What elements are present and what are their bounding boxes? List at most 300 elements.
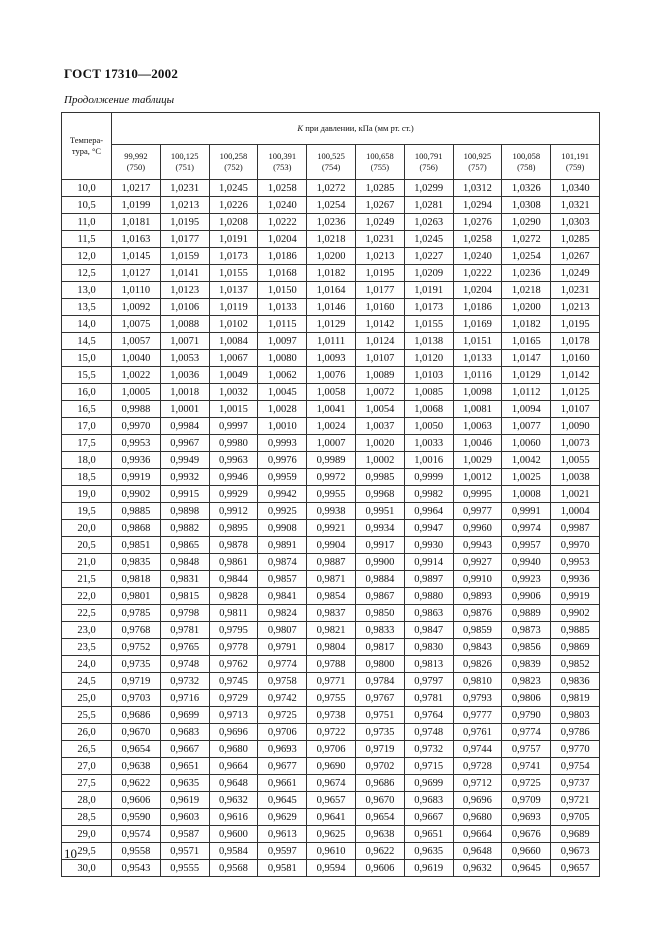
- k-value-cell: 1,0245: [404, 231, 453, 248]
- k-value-cell: 1,0012: [453, 469, 502, 486]
- k-value-cell: 0,9670: [112, 724, 161, 741]
- k-value-cell: 1,0119: [209, 299, 258, 316]
- k-value-cell: 0,9851: [112, 537, 161, 554]
- k-value-cell: 0,9906: [502, 588, 551, 605]
- table-row: [62, 452, 600, 469]
- temperature-cell: 18,0: [62, 452, 112, 469]
- k-value-cell: 0,9817: [355, 639, 404, 656]
- k-value-cell: 0,9977: [453, 503, 502, 520]
- k-value-cell: 0,9970: [551, 537, 600, 554]
- table-row: [62, 401, 600, 418]
- k-value-cell: 0,9835: [112, 554, 161, 571]
- k-value-cell: 1,0038: [551, 469, 600, 486]
- k-value-cell: 0,9755: [307, 690, 356, 707]
- k-value-cell: 1,0063: [453, 418, 502, 435]
- k-value-cell: 0,9861: [209, 554, 258, 571]
- k-value-cell: 0,9752: [112, 639, 161, 656]
- k-value-cell: 1,0151: [453, 333, 502, 350]
- k-value-cell: 1,0016: [404, 452, 453, 469]
- k-value-cell: 0,9764: [404, 707, 453, 724]
- k-value-cell: 1,0204: [453, 282, 502, 299]
- k-value-cell: 0,9568: [209, 860, 258, 877]
- k-value-cell: 0,9897: [404, 571, 453, 588]
- k-value-cell: 0,9619: [160, 792, 209, 809]
- k-value-cell: 0,9797: [404, 673, 453, 690]
- k-value-cell: 1,0111: [307, 333, 356, 350]
- k-value-cell: 0,9574: [112, 826, 161, 843]
- table-row: [62, 690, 600, 707]
- k-value-cell: 1,0272: [307, 180, 356, 197]
- pressure-mmhg: (750): [126, 162, 146, 172]
- k-value-cell: 0,9632: [453, 860, 502, 877]
- temperature-cell: 15,5: [62, 367, 112, 384]
- k-value-cell: 1,0106: [160, 299, 209, 316]
- k-value-cell: 0,9793: [453, 690, 502, 707]
- k-value-cell: 0,9645: [258, 792, 307, 809]
- temperature-cell: 26,5: [62, 741, 112, 758]
- k-value-cell: 1,0025: [502, 469, 551, 486]
- k-value-cell: 1,0001: [160, 401, 209, 418]
- correction-factor-table: [61, 112, 600, 877]
- table-row: [62, 469, 600, 486]
- k-value-cell: 0,9824: [258, 605, 307, 622]
- k-value-cell: 0,9661: [258, 775, 307, 792]
- header-row-pressures: [62, 145, 600, 180]
- k-value-cell: 0,9984: [160, 418, 209, 435]
- k-value-cell: 0,9762: [209, 656, 258, 673]
- k-value-cell: 0,9869: [551, 639, 600, 656]
- k-value-cell: 0,9795: [209, 622, 258, 639]
- k-value-cell: 0,9581: [258, 860, 307, 877]
- k-value-cell: 0,9878: [209, 537, 258, 554]
- k-value-cell: 0,9770: [551, 741, 600, 758]
- k-value-cell: 0,9728: [453, 758, 502, 775]
- k-value-cell: 0,9699: [404, 775, 453, 792]
- temperature-cell: 24,5: [62, 673, 112, 690]
- temperature-cell: 16,5: [62, 401, 112, 418]
- pressure-group-header: [112, 113, 600, 145]
- k-value-cell: 0,9600: [209, 826, 258, 843]
- k-value-cell: 1,0195: [160, 214, 209, 231]
- k-value-cell: 1,0222: [258, 214, 307, 231]
- k-value-cell: 0,9847: [404, 622, 453, 639]
- pressure-kpa: 100,058: [512, 151, 541, 161]
- k-value-cell: 0,9686: [112, 707, 161, 724]
- k-value-cell: 1,0204: [258, 231, 307, 248]
- k-value-cell: 1,0169: [453, 316, 502, 333]
- k-value-cell: 0,9683: [160, 724, 209, 741]
- temperature-cell: 12,0: [62, 248, 112, 265]
- k-value-cell: 1,0177: [355, 282, 404, 299]
- k-value-cell: 0,9873: [502, 622, 551, 639]
- table-row: [62, 299, 600, 316]
- k-value-cell: 1,0046: [453, 435, 502, 452]
- k-value-cell: 1,0138: [404, 333, 453, 350]
- k-value-cell: 0,9885: [112, 503, 161, 520]
- k-value-cell: 0,9949: [160, 452, 209, 469]
- table-row: [62, 231, 600, 248]
- k-value-cell: 0,9648: [453, 843, 502, 860]
- k-value-cell: 0,9882: [160, 520, 209, 537]
- k-value-cell: 0,9741: [502, 758, 551, 775]
- k-value-cell: 0,9810: [453, 673, 502, 690]
- k-value-cell: 1,0049: [209, 367, 258, 384]
- k-value-cell: 1,0137: [209, 282, 258, 299]
- temperature-cell: 19,0: [62, 486, 112, 503]
- k-value-cell: 0,9806: [502, 690, 551, 707]
- k-value-cell: 1,0155: [404, 316, 453, 333]
- k-value-cell: 0,9719: [112, 673, 161, 690]
- k-value-cell: 1,0032: [209, 384, 258, 401]
- k-value-cell: 0,9629: [258, 809, 307, 826]
- table-row: [62, 486, 600, 503]
- k-value-cell: 0,9912: [209, 503, 258, 520]
- k-value-cell: 1,0090: [551, 418, 600, 435]
- k-value-cell: 0,9674: [307, 775, 356, 792]
- k-value-cell: 0,9680: [453, 809, 502, 826]
- k-value-cell: 1,0236: [502, 265, 551, 282]
- k-value-cell: 1,0222: [453, 265, 502, 282]
- k-value-cell: 1,0055: [551, 452, 600, 469]
- k-value-cell: 0,9921: [307, 520, 356, 537]
- k-value-cell: 0,9902: [551, 605, 600, 622]
- k-value-cell: 0,9999: [404, 469, 453, 486]
- k-value-cell: 1,0142: [355, 316, 404, 333]
- table-row: [62, 435, 600, 452]
- table-row: [62, 826, 600, 843]
- k-value-cell: 1,0123: [160, 282, 209, 299]
- k-value-cell: 1,0050: [404, 418, 453, 435]
- k-value-cell: 1,0218: [502, 282, 551, 299]
- table-row: [62, 350, 600, 367]
- k-value-cell: 0,9968: [355, 486, 404, 503]
- k-value-cell: 1,0281: [404, 197, 453, 214]
- k-value-cell: 0,9959: [258, 469, 307, 486]
- k-value-cell: 0,9970: [112, 418, 161, 435]
- k-value-cell: 0,9709: [502, 792, 551, 809]
- k-value-cell: 1,0120: [404, 350, 453, 367]
- k-value-cell: 0,9974: [502, 520, 551, 537]
- k-value-cell: 1,0231: [355, 231, 404, 248]
- k-value-cell: 1,0098: [453, 384, 502, 401]
- k-value-cell: 0,9722: [307, 724, 356, 741]
- table-row: [62, 571, 600, 588]
- k-value-cell: 1,0254: [307, 197, 356, 214]
- k-value-cell: 1,0010: [258, 418, 307, 435]
- k-value-cell: 0,9616: [209, 809, 258, 826]
- pressure-kpa: 100,791: [414, 151, 443, 161]
- k-value-cell: 1,0024: [307, 418, 356, 435]
- k-value-cell: 1,0073: [551, 435, 600, 452]
- k-value-cell: 0,9641: [307, 809, 356, 826]
- k-value-cell: 0,9976: [258, 452, 307, 469]
- k-value-cell: 1,0107: [551, 401, 600, 418]
- temperature-cell: 11,0: [62, 214, 112, 231]
- k-value-cell: 1,0178: [551, 333, 600, 350]
- k-value-cell: 0,9985: [355, 469, 404, 486]
- table-row: [62, 282, 600, 299]
- k-value-cell: 0,9584: [209, 843, 258, 860]
- table-row: [62, 656, 600, 673]
- k-value-cell: 1,0249: [355, 214, 404, 231]
- k-value-cell: 1,0208: [209, 214, 258, 231]
- table-row: [62, 792, 600, 809]
- pressure-kpa: 101,191: [561, 151, 589, 161]
- temperature-cell: 24,0: [62, 656, 112, 673]
- k-value-cell: 1,0160: [355, 299, 404, 316]
- k-value-cell: 0,9947: [404, 520, 453, 537]
- temperature-cell: 29,5: [62, 843, 112, 860]
- k-value-cell: 1,0155: [209, 265, 258, 282]
- k-value-cell: 0,9867: [355, 588, 404, 605]
- k-value-cell: 0,9651: [404, 826, 453, 843]
- k-value-cell: 0,9951: [355, 503, 404, 520]
- pressure-mmhg: (756): [419, 162, 438, 172]
- k-value-cell: 1,0067: [209, 350, 258, 367]
- k-value-cell: 0,9571: [160, 843, 209, 860]
- header-row-group: [62, 113, 600, 145]
- k-value-cell: 0,9651: [160, 758, 209, 775]
- pressure-group-label: при давлении, кПа (мм рт. ст.): [303, 123, 414, 133]
- k-value-cell: 0,9778: [209, 639, 258, 656]
- k-value-cell: 0,9830: [404, 639, 453, 656]
- k-value-cell: 1,0021: [551, 486, 600, 503]
- k-value-cell: 1,0129: [502, 367, 551, 384]
- k-value-cell: 0,9876: [453, 605, 502, 622]
- k-value-cell: 0,9831: [160, 571, 209, 588]
- k-value-cell: 0,9932: [160, 469, 209, 486]
- k-value-cell: 1,0191: [209, 231, 258, 248]
- pressure-kpa: 99,992: [124, 151, 148, 161]
- k-value-cell: 0,9908: [258, 520, 307, 537]
- k-value-cell: 1,0160: [551, 350, 600, 367]
- k-value-cell: 1,0037: [355, 418, 404, 435]
- table-row: [62, 673, 600, 690]
- k-value-cell: 0,9715: [404, 758, 453, 775]
- k-value-cell: 1,0124: [355, 333, 404, 350]
- k-value-cell: 1,0125: [551, 384, 600, 401]
- document-title: ГОСТ 17310—2002: [64, 66, 179, 81]
- k-value-cell: 1,0075: [112, 316, 161, 333]
- k-value-cell: 0,9925: [258, 503, 307, 520]
- temperature-cell: 14,5: [62, 333, 112, 350]
- k-value-cell: 0,9798: [160, 605, 209, 622]
- k-value-cell: 1,0007: [307, 435, 356, 452]
- k-value-cell: 1,0102: [209, 316, 258, 333]
- k-value-cell: 1,0168: [258, 265, 307, 282]
- k-value-cell: 0,9884: [355, 571, 404, 588]
- k-value-cell: 0,9915: [160, 486, 209, 503]
- k-value-cell: 1,0127: [112, 265, 161, 282]
- k-value-cell: 1,0258: [453, 231, 502, 248]
- temperature-cell: 13,0: [62, 282, 112, 299]
- k-value-cell: 0,9670: [355, 792, 404, 809]
- k-value-cell: 1,0227: [404, 248, 453, 265]
- pressure-column-header: [112, 145, 161, 180]
- k-value-cell: 1,0263: [404, 214, 453, 231]
- table-row: [62, 605, 600, 622]
- k-value-cell: 0,9705: [551, 809, 600, 826]
- k-value-cell: 0,9856: [502, 639, 551, 656]
- k-value-cell: 1,0015: [209, 401, 258, 418]
- k-value-cell: 1,0308: [502, 197, 551, 214]
- k-value-cell: 1,0249: [551, 265, 600, 282]
- k-value-cell: 1,0089: [355, 367, 404, 384]
- k-value-cell: 0,9995: [453, 486, 502, 503]
- k-value-cell: 1,0218: [307, 231, 356, 248]
- k-value-cell: 0,9991: [502, 503, 551, 520]
- k-value-cell: 1,0312: [453, 180, 502, 197]
- k-value-cell: 0,9757: [502, 741, 551, 758]
- temperature-cell: 20,0: [62, 520, 112, 537]
- k-value-cell: 0,9848: [160, 554, 209, 571]
- temperature-cell: 23,5: [62, 639, 112, 656]
- pressure-mmhg: (755): [370, 162, 390, 172]
- k-value-cell: 1,0133: [453, 350, 502, 367]
- pressure-kpa: 100,258: [219, 151, 248, 161]
- k-value-cell: 0,9738: [307, 707, 356, 724]
- k-value-cell: 0,9777: [453, 707, 502, 724]
- k-value-cell: 0,9761: [453, 724, 502, 741]
- k-value-cell: 0,9725: [502, 775, 551, 792]
- pressure-mmhg: (758): [517, 162, 536, 172]
- k-value-cell: 0,9788: [307, 656, 356, 673]
- k-value-cell: 1,0080: [258, 350, 307, 367]
- temperature-cell: 28,5: [62, 809, 112, 826]
- k-value-cell: 1,0005: [112, 384, 161, 401]
- temperature-cell: 15,0: [62, 350, 112, 367]
- k-value-cell: 1,0213: [551, 299, 600, 316]
- pressure-mmhg: (753): [273, 162, 292, 172]
- temperature-cell: 22,0: [62, 588, 112, 605]
- k-value-cell: 0,9857: [258, 571, 307, 588]
- k-value-cell: 1,0254: [502, 248, 551, 265]
- k-value-cell: 0,9852: [551, 656, 600, 673]
- pressure-column-header: [355, 145, 404, 180]
- k-value-cell: 0,9638: [355, 826, 404, 843]
- table-row: [62, 639, 600, 656]
- k-value-cell: 0,9850: [355, 605, 404, 622]
- k-value-cell: 0,9988: [112, 401, 161, 418]
- k-value-cell: 0,9953: [551, 554, 600, 571]
- k-value-cell: 0,9865: [160, 537, 209, 554]
- k-value-cell: 1,0107: [355, 350, 404, 367]
- k-value-cell: 1,0053: [160, 350, 209, 367]
- table-row: [62, 418, 600, 435]
- k-value-cell: 1,0022: [112, 367, 161, 384]
- k-value-cell: 0,9703: [112, 690, 161, 707]
- k-value-cell: 0,9748: [160, 656, 209, 673]
- k-value-cell: 1,0195: [355, 265, 404, 282]
- k-value-cell: 1,0272: [502, 231, 551, 248]
- k-value-cell: 0,9833: [355, 622, 404, 639]
- table-row: [62, 384, 600, 401]
- k-value-cell: 0,9930: [404, 537, 453, 554]
- k-value-cell: 0,9997: [209, 418, 258, 435]
- table-row: [62, 248, 600, 265]
- k-value-cell: 0,9712: [453, 775, 502, 792]
- k-value-cell: 0,9735: [112, 656, 161, 673]
- temperature-column-header: Темпера-тура, °С: [62, 113, 112, 180]
- k-value-cell: 1,0092: [112, 299, 161, 316]
- k-value-cell: 0,9942: [258, 486, 307, 503]
- pressure-mmhg: (759): [565, 162, 585, 172]
- k-value-cell: 0,9664: [453, 826, 502, 843]
- k-value-cell: 0,9818: [112, 571, 161, 588]
- k-value-cell: 0,9807: [258, 622, 307, 639]
- pressure-column-header: [258, 145, 307, 180]
- k-value-cell: 1,0141: [160, 265, 209, 282]
- k-value-cell: 0,9826: [453, 656, 502, 673]
- k-value-cell: 0,9657: [307, 792, 356, 809]
- k-value-cell: 1,0002: [355, 452, 404, 469]
- k-value-cell: 1,0226: [209, 197, 258, 214]
- k-value-cell: 1,0285: [551, 231, 600, 248]
- temperature-cell: 17,5: [62, 435, 112, 452]
- k-value-cell: 0,9555: [160, 860, 209, 877]
- k-value-cell: 1,0084: [209, 333, 258, 350]
- k-value-cell: 1,0195: [551, 316, 600, 333]
- k-value-cell: 1,0042: [502, 452, 551, 469]
- k-value-cell: 1,0182: [307, 265, 356, 282]
- k-value-cell: 0,9606: [355, 860, 404, 877]
- k-value-cell: 0,9754: [551, 758, 600, 775]
- temperature-cell: 18,5: [62, 469, 112, 486]
- k-value-cell: 1,0164: [307, 282, 356, 299]
- k-value-cell: 1,0165: [502, 333, 551, 350]
- k-value-cell: 0,9751: [355, 707, 404, 724]
- k-value-cell: 1,0058: [307, 384, 356, 401]
- k-value-cell: 1,0321: [551, 197, 600, 214]
- k-value-cell: 1,0018: [160, 384, 209, 401]
- k-value-cell: 0,9859: [453, 622, 502, 639]
- k-value-cell: 0,9613: [258, 826, 307, 843]
- k-value-cell: 1,0097: [258, 333, 307, 350]
- pressure-column-header: [160, 145, 209, 180]
- k-value-cell: 1,0142: [551, 367, 600, 384]
- k-value-cell: 1,0231: [551, 282, 600, 299]
- pressure-mmhg: (752): [224, 162, 243, 172]
- k-value-cell: 0,9729: [209, 690, 258, 707]
- k-value-cell: 1,0181: [112, 214, 161, 231]
- k-value-cell: 1,0245: [209, 180, 258, 197]
- table-row: [62, 367, 600, 384]
- k-value-cell: 1,0163: [112, 231, 161, 248]
- k-value-cell: 0,9774: [258, 656, 307, 673]
- k-value-cell: 0,9587: [160, 826, 209, 843]
- k-value-cell: 1,0285: [355, 180, 404, 197]
- k-value-cell: 0,9680: [209, 741, 258, 758]
- k-value-cell: 0,9955: [307, 486, 356, 503]
- k-value-cell: 0,9696: [453, 792, 502, 809]
- k-value-cell: 0,9893: [453, 588, 502, 605]
- k-value-cell: 0,9742: [258, 690, 307, 707]
- k-value-cell: 0,9768: [112, 622, 161, 639]
- k-value-cell: 0,9635: [160, 775, 209, 792]
- k-value-cell: 0,9781: [404, 690, 453, 707]
- table-row: [62, 622, 600, 639]
- k-value-cell: 0,9989: [307, 452, 356, 469]
- table-row: [62, 809, 600, 826]
- k-value-cell: 0,9880: [404, 588, 453, 605]
- k-value-cell: 1,0236: [307, 214, 356, 231]
- pressure-mmhg: (757): [468, 162, 487, 172]
- k-value-cell: 0,9885: [551, 622, 600, 639]
- page-number: 10: [64, 846, 77, 861]
- k-value-cell: 1,0062: [258, 367, 307, 384]
- k-value-cell: 1,0217: [112, 180, 161, 197]
- k-value-cell: 1,0110: [112, 282, 161, 299]
